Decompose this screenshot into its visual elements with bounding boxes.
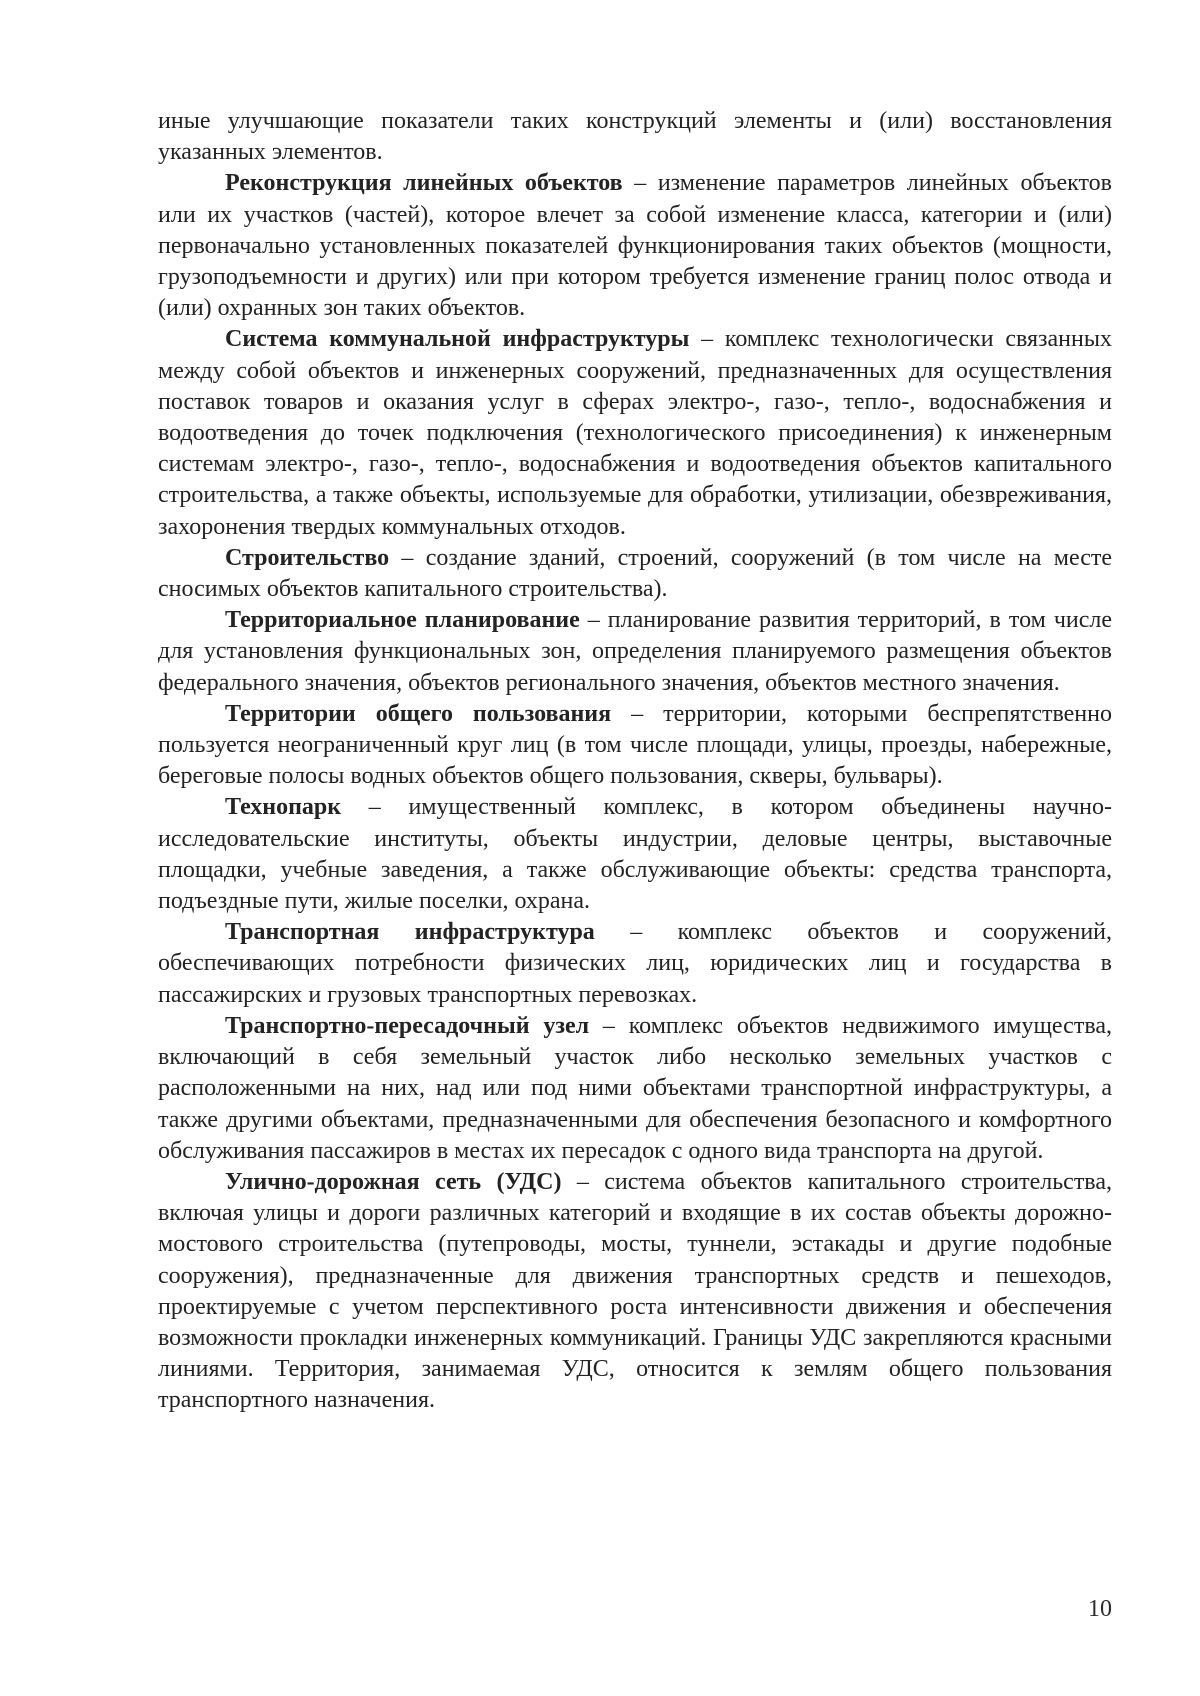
term-bold: Территориальное планирование bbox=[225, 607, 580, 634]
definition-paragraph bbox=[158, 792, 1112, 917]
definition-text: иные улучшающие показатели таких конструкций элементы и (или) восстановления указанных элементов. bbox=[158, 108, 1112, 166]
definition-text: – комплекс технологически связанных между собой объектов и инженерных сооружений, предназначенных для осуществления поставок товаров и оказания услуг в сферах электро-, газо-, тепло-, водоснабжения и водоотведения до точек подключения (технологического присоединения) к инженерным системам электро-, газо-, тепло-, водоснабжения и водоотведения объектов капитального строительства, а также объекты, используемые для обработки, утилизации, обезвреживания, захоронения твердых коммунальных отходов. bbox=[158, 326, 1112, 540]
definition-text: – территории, которыми беспрепятственно пользуется неограниченный круг лиц (в том числе площади, улицы, проезды, набережные, береговые полосы водных объектов общего пользования, скверы, бульвары). bbox=[158, 700, 1112, 790]
document-body bbox=[158, 106, 1112, 1417]
page-number: 10 bbox=[1088, 1596, 1112, 1622]
definition-paragraph bbox=[158, 168, 1112, 324]
term-bold: Транспортно-пересадочный узел bbox=[225, 1012, 590, 1039]
term-bold: Система коммунальной инфраструктуры bbox=[225, 326, 690, 353]
term-bold: Улично-дорожная сеть (УДС) bbox=[225, 1168, 562, 1195]
definition-text: – система объектов капитального строительства, включая улицы и дороги различных категорий и входящие в их состав объекты дорожно-мостового строительства (путепроводы, мосты, туннели, эстакады и другие подобные сооружения), предназначенные для движения транспортных средств и пешеходов, проектируемые с учетом перспективного роста интенсивности движения и обеспечения возможности прокладки инженерных коммуникаций. Границы УДС закрепляются красными линиями. Территория, занимаемая УДС, относится к землям общего пользования транспортного назначения. bbox=[158, 1168, 1112, 1414]
definition-text: – комплекс объектов недвижимого имущества, включающий в себя земельный участок либо несколько земельных участков с расположенными на них, над или под ними объектами транспортной инфраструктуры, а также другими объектами, предназначенными для обеспечения безопасного и комфортного обслуживания пассажиров в местах их пересадок с одного вида транспорта на другой. bbox=[158, 1012, 1112, 1164]
definition-text: – имущественный комплекс, в котором объединены научно-исследовательские институты, объекты индустрии, деловые центры, выставочные площадки, учебные заведения, а также обслуживающие объекты: средства транспорта, подъездные пути, жилые поселки, охрана. bbox=[158, 794, 1112, 915]
definition-text: – комплекс объектов и сооружений, обеспечивающих потребности физических лиц, юридических лиц и государства в пассажирских и грузовых транспортных перевозках. bbox=[158, 919, 1112, 1008]
definition-paragraph bbox=[158, 605, 1112, 699]
definition-text: – создание зданий, строений, сооружений (в том числе на месте сносимых объектов капитального строительства). bbox=[158, 544, 1112, 603]
definition-paragraph bbox=[158, 1011, 1112, 1167]
term-bold: Территории общего пользования bbox=[225, 700, 612, 727]
definition-paragraph bbox=[158, 699, 1112, 793]
definition-text: – планирование развития территорий, в том числе для установления функциональных зон, определения планируемого размещения объектов федерального значения, объектов регионального значения, объектов местного значения. bbox=[158, 607, 1113, 696]
definition-paragraph bbox=[158, 1167, 1112, 1417]
definition-paragraph bbox=[158, 324, 1112, 542]
definition-paragraph bbox=[158, 543, 1112, 605]
definition-text: – изменение параметров линейных объектов или их участков (частей), которое влечет за собой изменение класса, категории и (или) первоначально установленных показателей функционирования таких объектов (мощности, грузоподъемности и других) или при котором требуется изменение границ полос отвода и (или) охранных зон таких объектов. bbox=[158, 170, 1113, 322]
definition-paragraph bbox=[158, 917, 1112, 1011]
term-bold: Строительство bbox=[225, 544, 390, 571]
term-bold: Транспортная инфраструктура bbox=[225, 919, 595, 946]
term-bold: Технопарк bbox=[225, 794, 342, 821]
definition-paragraph bbox=[158, 106, 1112, 168]
term-bold: Реконструкция линейных объектов bbox=[225, 170, 623, 197]
